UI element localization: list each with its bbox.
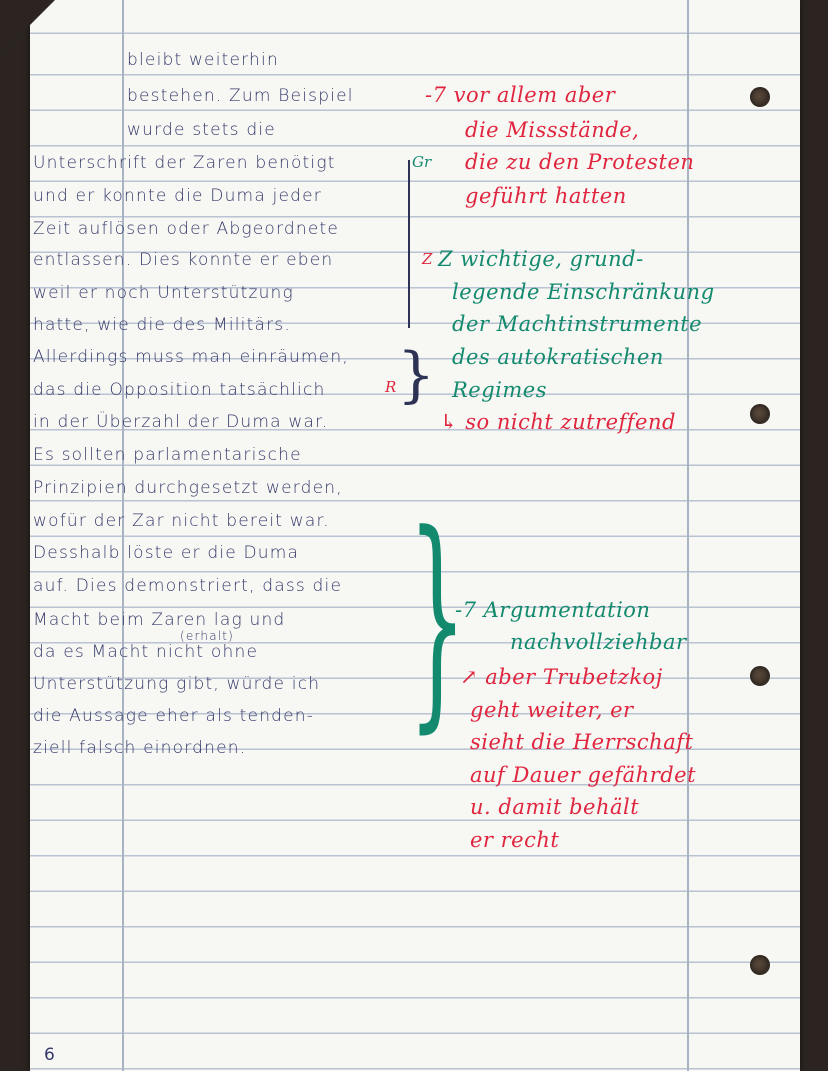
note2-line-5: Regimes	[452, 378, 548, 402]
folded-corner	[0, 0, 55, 55]
notebook-page	[30, 0, 800, 1071]
insertion-note: (erhalt)	[180, 629, 235, 643]
note1-line-4: geführt hatten	[465, 184, 627, 208]
large-brace: }	[408, 486, 467, 753]
margin-mark-gr: Gr	[412, 153, 432, 171]
text-line-15: wofür der Zar nicht bereit war.	[33, 511, 330, 531]
note2-line-4: des autokratischen	[452, 345, 664, 369]
note4-line-1: -7 Argumentation	[455, 598, 651, 622]
text-line-17: auf. Dies demonstriert, dass die	[33, 576, 343, 596]
small-brace: }	[397, 340, 436, 410]
margin-mark-r: R	[385, 378, 397, 396]
text-line-16: Desshalb löste er die Duma	[33, 543, 300, 563]
text-line-14: Prinzipien durchgesetzt werden,	[33, 478, 343, 498]
note4-line-4: geht weiter, er	[470, 698, 634, 722]
note1-line-2: die Missstände,	[465, 118, 640, 142]
text-line-13: Es sollten parlamentarische	[33, 445, 302, 465]
text-line-10: Allerdings muss man einräumen,	[33, 347, 349, 367]
note4-line-2: nachvollziehbar	[510, 630, 687, 654]
text-line-9: hatte, wie die des Militärs.	[33, 315, 291, 335]
text-line-2: bestehen. Zum Beispiel	[127, 86, 354, 106]
text-line-5: und er konnte die Duma jeder	[33, 186, 322, 206]
text-line-7: entlassen. Dies konnte er eben	[33, 250, 334, 270]
punch-hole-3	[750, 666, 770, 686]
page-number: 6	[44, 1045, 55, 1065]
note1-line-3: die zu den Protesten	[465, 150, 695, 174]
text-line-11: das die Opposition tatsächlich	[33, 380, 326, 400]
text-line-8: weil er noch Unterstützung	[33, 283, 294, 303]
note3: ↳ so nicht zutreffend	[440, 410, 676, 434]
margin-bracket-bar	[408, 160, 410, 328]
text-line-6: Zeit auflösen oder Abgeordnete	[33, 219, 340, 239]
text-line-4: Unterschrift der Zaren benötigt	[33, 153, 336, 173]
text-line-3: wurde stets die	[127, 120, 276, 140]
punch-hole-1	[750, 87, 770, 107]
punch-hole-4	[750, 955, 770, 975]
text-line-20: Unterstützung gibt, würde ich	[33, 674, 321, 694]
text-line-19: da es Macht nicht ohne	[33, 642, 259, 662]
text-line-1: bleibt weiterhin	[127, 50, 279, 70]
note4-line-5: sieht die Herrschaft	[470, 730, 694, 754]
note4-line-7: u. damit behält	[470, 795, 640, 819]
text-line-22: ziell falsch einordnen.	[33, 738, 247, 758]
note2-line-1: Z wichtige, grund-	[438, 247, 644, 271]
text-line-21: die Aussage eher als tenden-	[33, 706, 315, 726]
note4-line-3: ↗ aber Trubetzkoj	[460, 665, 663, 689]
note2-line-2: legende Einschränkung	[452, 280, 715, 304]
margin-mark-z: Z	[422, 250, 433, 268]
note2-line-3: der Machtinstrumente	[452, 312, 703, 336]
note4-line-6: auf Dauer gefährdet	[470, 763, 697, 787]
note1-line-1: -7 vor allem aber	[425, 83, 616, 107]
text-line-12: in der Überzahl der Duma war.	[33, 412, 329, 432]
text-line-18: Macht beim Zaren lag und	[33, 610, 286, 630]
punch-hole-2	[750, 404, 770, 424]
note4-line-8: er recht	[470, 828, 560, 852]
